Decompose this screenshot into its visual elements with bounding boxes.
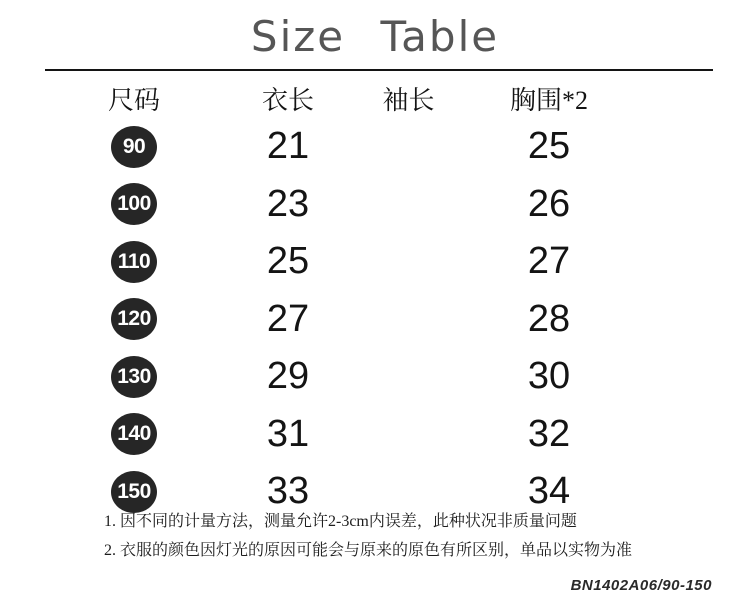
length-value: 33 [266,470,310,513]
table-row-cell [40,291,228,349]
length-value: 31 [266,412,310,455]
size-badge: 110 [111,241,157,283]
chest-value: 27 [527,240,571,283]
chest-value: 30 [527,355,571,398]
table-row-cell [40,118,228,176]
length-value: 29 [266,355,310,398]
size-badge: 120 [111,298,157,340]
chest-value: 32 [527,412,571,455]
size-badge: 140 [111,413,157,455]
length-value: 21 [266,125,310,168]
measurement-notes [104,512,632,570]
sleeve-value [348,176,469,234]
size-badge: 130 [111,356,157,398]
table-row-cell [40,176,228,234]
chest-value: 25 [527,125,571,168]
size-badge: 100 [111,183,157,225]
column-header-sleeve: 袖长 [382,85,435,115]
table-row-cell [40,406,228,464]
chest-value: 34 [527,470,571,513]
sleeve-value [348,406,469,464]
column-header-size: 尺码 [107,85,160,115]
note-line: 2. 衣服的颜色因灯光的原因可能会与原来的原色有所区别，单品以实物为准 [104,542,633,559]
table-row-cell [40,348,228,406]
sleeve-value [348,118,469,176]
size-badge: 90 [111,126,157,168]
divider-line [45,69,713,71]
chest-value: 28 [527,297,571,340]
column-header-chest: 胸围*2 [509,85,588,115]
sleeve-value [348,348,469,406]
length-value: 25 [266,240,310,283]
chest-value: 26 [527,182,571,225]
table-row-cell [40,233,228,291]
length-value: 23 [266,182,310,225]
size-table [40,78,629,521]
column-header-length: 衣长 [261,85,314,115]
note-line: 1. 因不同的计量方法，测量允许2-3cm内误差，此种状况非质量问题 [104,513,577,530]
product-code: BN1402A06/90-150 [570,577,712,594]
sleeve-value [348,291,469,349]
length-value: 27 [266,297,310,340]
page-title: Size Table [250,12,500,61]
size-badge: 150 [111,471,157,513]
sleeve-value [348,233,469,291]
